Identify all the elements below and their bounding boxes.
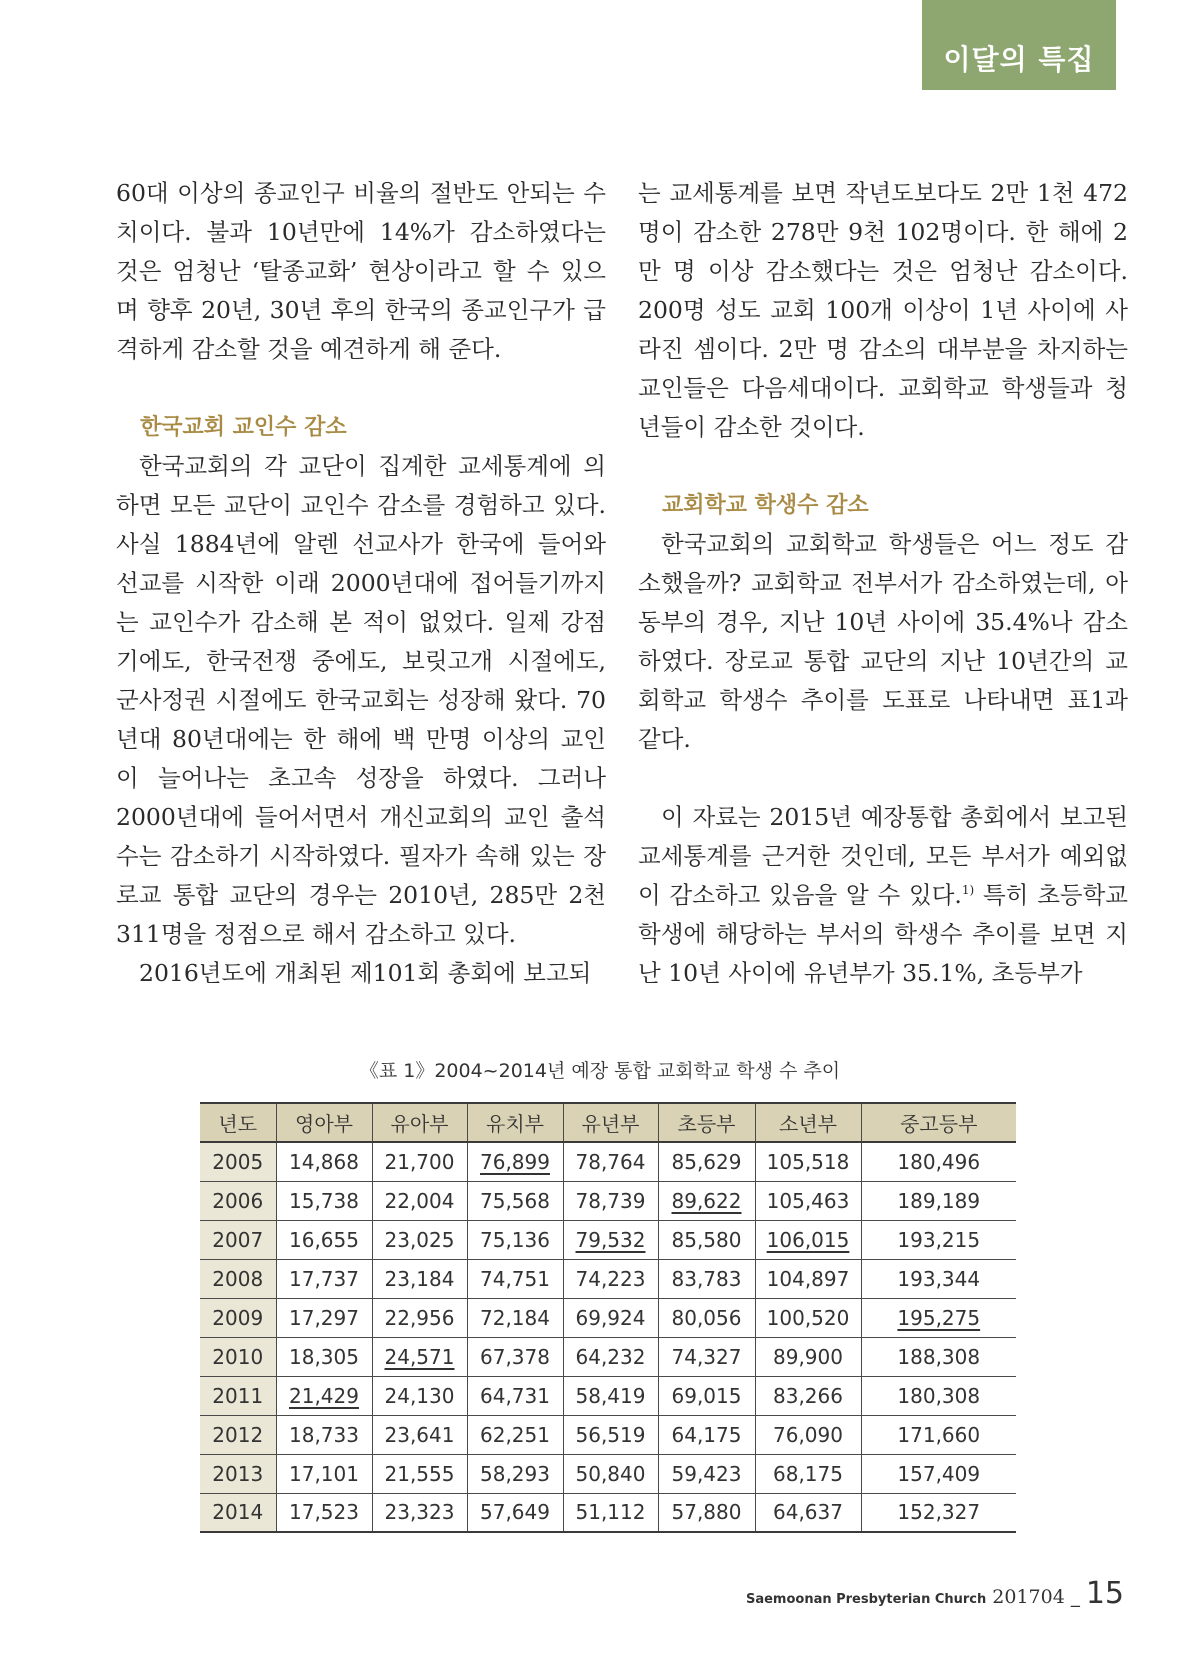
table-cell (563, 1376, 658, 1415)
table-cell-value: 89,622 (671, 1188, 742, 1213)
table-cell-value: 89,900 (773, 1344, 843, 1369)
left-paragraph-2: 한국교회의 각 교단이 집계한 교세통계에 의하면 모든 교단이 교인수 감소를 경험하고 있다. 사실 1884년에 알렌 선교사가 한국에 들어와 선교를 시작한 이래 2000년대에 접어들기까지는 교인수가 감소해 본 적이 없었다. 일제 강점기에도, 한국전쟁 중에도, 보릿고개 시절에도, 군사정권 시절에도 한국교회는 성장해 왔다. 70년대 80년대에는 한 해에 백 만명 이상의 교인이 늘어나는 초고속 성장을 하였다. 그러나 2000년대에 들어서면서 개신교회의 교인 출석수는 감소하기 시작하였다. 필자가 속해 있는 장로교 통합 교단의 경우는 2010년, 285만 2천 311명을 정점으로 해서 감소하고 있다. (116, 452, 606, 948)
table-cell (755, 1259, 861, 1298)
left-paragraph-1: 60대 이상의 종교인구 비율의 절반도 안되는 수치이다. 불과 10년만에 14%가 감소하였다는 것은 엄청난 ‘탈종교화’ 현상이라고 할 수 있으며 향후 20년, 30년 후의 한국의 종교인구가 급격하게 감소할 것을 예견하게 해 준다. (116, 179, 606, 363)
table-cell-value: 2005 (212, 1149, 264, 1174)
section-label: 이달의 특집 (943, 43, 1095, 76)
table-cell-value: 79,532 (575, 1227, 646, 1252)
table-cell-value: 69,924 (575, 1305, 646, 1330)
table-header-cell: 유년부 (563, 1103, 658, 1142)
table-cell (276, 1337, 372, 1376)
table-row (200, 1493, 1016, 1532)
table-cell-value: 57,880 (671, 1500, 742, 1525)
table-cell-value: 2014 (212, 1500, 264, 1525)
table-cell-value: 58,293 (480, 1461, 550, 1486)
table-header-cell: 중고등부 (861, 1103, 1016, 1142)
table-year-cell (200, 1298, 276, 1337)
table-cell-value: 100,520 (766, 1305, 850, 1330)
table-cell-value: 74,327 (671, 1344, 742, 1369)
table-cell (276, 1415, 372, 1454)
table-cell (755, 1298, 861, 1337)
table-cell-value: 83,266 (773, 1383, 843, 1408)
table-cell-value: 62,251 (480, 1422, 550, 1447)
table-cell (276, 1493, 372, 1532)
table-cell-value: 85,629 (671, 1149, 742, 1174)
table-cell-value: 24,571 (384, 1344, 455, 1369)
table-cell-value: 17,523 (289, 1500, 359, 1525)
table-cell-value: 74,751 (480, 1266, 550, 1291)
left-column (116, 174, 606, 993)
table-year-cell (200, 1181, 276, 1220)
table-row (200, 1142, 1016, 1181)
table-cell (372, 1259, 467, 1298)
table-cell (276, 1376, 372, 1415)
table-cell-value: 22,004 (384, 1188, 455, 1213)
footnote-marker: 1) (961, 883, 975, 898)
right-paragraph-3-text-a: 이 자료는 2015년 예장통합 총회에서 보고된 교세통계를 근거한 것인데, 모든 부서가 예외없이 감소하고 있음을 알 수 있다. (638, 803, 1128, 909)
table-cell-value: 2009 (212, 1305, 264, 1330)
table-cell (372, 1181, 467, 1220)
table-cell-value: 180,308 (897, 1383, 981, 1408)
table-cell-value: 83,783 (671, 1266, 742, 1291)
right-paragraph-1: 는 교세통계를 보면 작년도보다도 2만 1천 472명이 감소한 278만 9천 102명이다. 한 해에 2만 명 이상 감소했다는 것은 엄청난 감소이다. 200명 성도 교회 100개 이상이 1년 사이에 사라진 셈이다. 2만 명 감소의 대부분을 차지하는 교인들은 다음세대이다. 교회학교 학생들과 청년들이 감소한 것이다. (638, 179, 1128, 441)
table-cell-value: 78,764 (575, 1149, 646, 1174)
table-cell (658, 1376, 755, 1415)
table-cell (372, 1220, 467, 1259)
table-cell (563, 1259, 658, 1298)
table-cell-value: 21,429 (289, 1383, 359, 1408)
table-cell (467, 1337, 563, 1376)
table-row (200, 1415, 1016, 1454)
table-row (200, 1298, 1016, 1337)
table-cell (861, 1181, 1016, 1220)
table-cell-value: 56,519 (575, 1422, 646, 1447)
table-cell-value: 195,275 (897, 1305, 981, 1330)
table-cell (658, 1259, 755, 1298)
right-paragraph-2: 한국교회의 교회학교 학생들은 어느 정도 감소했을까? 교회학교 전부서가 감소하였는데, 아동부의 경우, 지난 10년 사이에 35.4%나 감소하였다. 장로교 통합 교단의 지난 10년간의 교회학교 학생수 추이를 도표로 나타내면 표1과 같다. (638, 530, 1128, 753)
table-cell-value: 50,840 (575, 1461, 646, 1486)
table-cell-value: 106,015 (766, 1227, 850, 1252)
right-paragraph-3 (638, 798, 1128, 993)
table-cell-value: 180,496 (897, 1149, 981, 1174)
student-count-table (200, 1102, 1016, 1533)
table-cell-value: 64,175 (671, 1422, 742, 1447)
table-cell (755, 1181, 861, 1220)
table-cell-value: 16,655 (289, 1227, 359, 1252)
table-cell (563, 1454, 658, 1493)
table-cell-value: 157,409 (897, 1461, 981, 1486)
table-cell (372, 1337, 467, 1376)
footer-separator: _ (1070, 1587, 1080, 1608)
table-cell (372, 1298, 467, 1337)
table-cell (658, 1181, 755, 1220)
table-cell (372, 1376, 467, 1415)
table-cell (276, 1298, 372, 1337)
table-cell (563, 1181, 658, 1220)
table-cell-value: 2010 (212, 1344, 264, 1369)
table-cell-value: 57,649 (480, 1500, 550, 1525)
table-cell-value: 15,738 (289, 1188, 359, 1213)
table-row (200, 1220, 1016, 1259)
table-year-cell (200, 1454, 276, 1493)
table-cell (861, 1454, 1016, 1493)
footer-church-name: Saemoonan Presbyterian Church (745, 1592, 987, 1607)
table-cell (276, 1220, 372, 1259)
table-year-cell (200, 1142, 276, 1181)
table-cell-value: 18,305 (289, 1344, 359, 1369)
table-cell-value: 23,025 (384, 1227, 455, 1252)
table-row (200, 1337, 1016, 1376)
table-body (200, 1142, 1016, 1532)
table-cell (861, 1259, 1016, 1298)
table-cell-value: 17,737 (289, 1266, 359, 1291)
table-cell (467, 1220, 563, 1259)
table-cell (372, 1142, 467, 1181)
table-cell (467, 1259, 563, 1298)
table-cell-value: 188,308 (897, 1344, 981, 1369)
table-caption: 《표 1》2004~2014년 예장 통합 교회학교 학생 수 추이 (359, 1060, 841, 1082)
table-cell (658, 1220, 755, 1259)
table-cell (563, 1493, 658, 1532)
table-cell-value: 2011 (212, 1383, 264, 1408)
table-cell (563, 1142, 658, 1181)
table-cell-value: 193,344 (897, 1266, 981, 1291)
right-paragraph-3-text-b: 특히 초등학교 학생에 해당하는 부서의 학생수 추이를 보면 지난 10년 사이에 유년부가 35.1%, 초등부가 (638, 881, 1129, 987)
section-tab (922, 0, 1116, 90)
table-cell-value: 2012 (212, 1422, 264, 1447)
table-header-cell: 년도 (200, 1103, 276, 1142)
right-column (638, 174, 1128, 993)
table-cell-value: 105,463 (766, 1188, 850, 1213)
table-cell-value: 78,739 (575, 1188, 646, 1213)
table-year-cell (200, 1337, 276, 1376)
table-cell-value: 64,731 (480, 1383, 550, 1408)
table-cell (861, 1337, 1016, 1376)
table-cell (861, 1142, 1016, 1181)
table-cell (658, 1142, 755, 1181)
table-cell (861, 1376, 1016, 1415)
table-cell-value: 105,518 (766, 1149, 850, 1174)
table-cell (563, 1298, 658, 1337)
left-paragraph-3: 2016년도에 개최된 제101회 총회에 보고되 (139, 959, 592, 987)
table-cell-value: 22,956 (384, 1305, 455, 1330)
table-year-cell (200, 1415, 276, 1454)
table-cell (467, 1298, 563, 1337)
table-header-cell: 영아부 (276, 1103, 372, 1142)
table-cell (755, 1493, 861, 1532)
table-cell-value: 68,175 (773, 1461, 843, 1486)
table-cell (658, 1454, 755, 1493)
table-cell-value: 2013 (212, 1461, 264, 1486)
table-header-row (200, 1103, 1016, 1142)
table-cell-value: 23,641 (384, 1422, 455, 1447)
table-cell-value: 59,423 (671, 1461, 742, 1486)
table-cell (276, 1259, 372, 1298)
table-cell-value: 2007 (212, 1227, 264, 1252)
table-year-cell (200, 1493, 276, 1532)
table-cell (372, 1454, 467, 1493)
table-cell-value: 75,136 (480, 1227, 550, 1252)
table-cell (276, 1454, 372, 1493)
table-cell (276, 1181, 372, 1220)
table-cell (563, 1220, 658, 1259)
table-cell-value: 64,232 (575, 1344, 646, 1369)
table-cell (467, 1415, 563, 1454)
table-cell-value: 69,015 (671, 1383, 742, 1408)
table-cell (658, 1415, 755, 1454)
table-cell (861, 1220, 1016, 1259)
page-footer (746, 1576, 1124, 1611)
table-cell (755, 1220, 861, 1259)
table-cell (755, 1415, 861, 1454)
table-row (200, 1376, 1016, 1415)
table-cell-value: 189,189 (897, 1188, 981, 1213)
table-cell-value: 75,568 (480, 1188, 550, 1213)
table-year-cell (200, 1220, 276, 1259)
table-row (200, 1181, 1016, 1220)
table-header-cell: 소년부 (755, 1103, 861, 1142)
table-cell (861, 1298, 1016, 1337)
table-cell-value: 17,101 (289, 1461, 359, 1486)
table-header-cell: 유치부 (467, 1103, 563, 1142)
table-cell-value: 74,223 (575, 1266, 646, 1291)
table-row (200, 1259, 1016, 1298)
table-cell (467, 1142, 563, 1181)
table-cell (658, 1337, 755, 1376)
table-cell-value: 171,660 (897, 1422, 981, 1447)
table-cell-value: 51,112 (575, 1500, 646, 1525)
table-cell-value: 72,184 (480, 1305, 550, 1330)
table-cell-value: 104,897 (766, 1266, 850, 1291)
table-cell-value: 85,580 (671, 1227, 742, 1252)
table-row (200, 1454, 1016, 1493)
table-cell (755, 1337, 861, 1376)
table-year-cell (200, 1259, 276, 1298)
table-cell (861, 1415, 1016, 1454)
table-cell-value: 23,323 (384, 1500, 455, 1525)
table-cell-value: 152,327 (897, 1500, 981, 1525)
footer-issue: 201704 (992, 1586, 1065, 1608)
table-cell-value: 2006 (212, 1188, 264, 1213)
table-cell-value: 24,130 (384, 1383, 455, 1408)
table-cell (563, 1337, 658, 1376)
table-cell-value: 14,868 (289, 1149, 359, 1174)
left-section-heading: 한국교회 교인수 감소 (140, 415, 347, 440)
table-cell (467, 1181, 563, 1220)
table-cell-value: 17,297 (289, 1305, 359, 1330)
right-section-heading: 교회학교 학생수 감소 (662, 493, 869, 518)
table-cell-value: 21,700 (384, 1149, 455, 1174)
table-cell-value: 76,090 (773, 1422, 843, 1447)
table-year-cell (200, 1376, 276, 1415)
table-cell (861, 1493, 1016, 1532)
table-cell-value: 21,555 (384, 1461, 455, 1486)
table-cell (467, 1493, 563, 1532)
table-cell (755, 1454, 861, 1493)
table-cell (372, 1415, 467, 1454)
table-cell-value: 67,378 (480, 1344, 550, 1369)
table-cell (467, 1376, 563, 1415)
table-cell-value: 23,184 (384, 1266, 455, 1291)
table-header-cell: 초등부 (658, 1103, 755, 1142)
table-cell-value: 2008 (212, 1266, 264, 1291)
table-cell-value: 80,056 (671, 1305, 742, 1330)
table-cell-value: 193,215 (897, 1227, 981, 1252)
table-cell (755, 1376, 861, 1415)
table-cell-value: 64,637 (773, 1500, 843, 1525)
table-cell (658, 1493, 755, 1532)
page-number: 15 (1085, 1576, 1124, 1611)
table-cell-value: 76,899 (480, 1149, 550, 1174)
table-cell-value: 18,733 (289, 1422, 359, 1447)
table-cell-value: 58,419 (575, 1383, 646, 1408)
table-cell (276, 1142, 372, 1181)
table-cell (467, 1454, 563, 1493)
table-cell (563, 1415, 658, 1454)
table-cell (658, 1298, 755, 1337)
table-header-cell: 유아부 (372, 1103, 467, 1142)
table-cell (372, 1493, 467, 1532)
table-cell (755, 1142, 861, 1181)
